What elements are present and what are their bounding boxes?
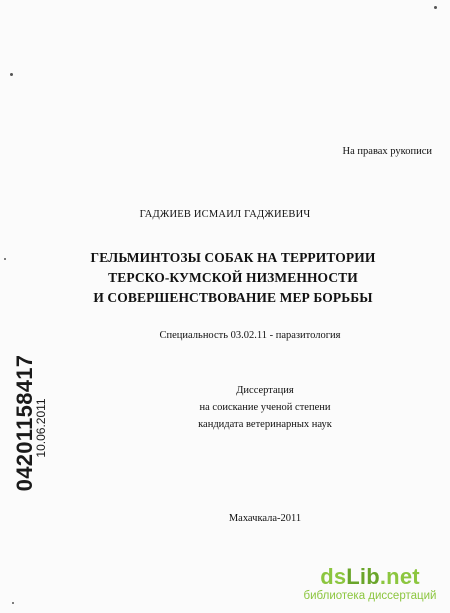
title-line-1: ГЕЛЬМИНТОЗЫ СОБАК НА ТЕРРИТОРИИ [90,250,376,265]
specialty-line: Специальность 03.02.11 - паразитология [159,330,341,341]
dissertation-line-1: Диссертация [236,385,294,396]
watermark-subtitle: библиотека диссертаций [303,590,437,602]
rights-note: На правах рукописи [342,146,432,157]
title-line-2: ТЕРСКО-КУМСКОЙ НИЗМЕННОСТИ [108,270,358,285]
watermark-logo: dsLib.net [320,564,420,589]
dissertation-line-2: на соискание ученой степени [199,402,331,413]
title-line-3: И СОВЕРШЕНСТВОВАНИЕ МЕР БОРЬБЫ [93,290,373,305]
stamp-number: 04201158417 [12,354,37,492]
dissertation-line-3: кандидата ветеринарных наук [198,419,332,430]
library-stamp [3,348,47,498]
city-year: Махачкала-2011 [228,513,302,524]
stamp-date: 10.06.2011 [34,398,48,458]
scan-speck [434,6,437,9]
author-name: ГАДЖИЕВ ИСМАИЛ ГАДЖИЕВИЧ [139,209,311,220]
scan-speck [12,602,14,604]
dslib-watermark [300,565,440,603]
scan-speck [10,73,13,76]
